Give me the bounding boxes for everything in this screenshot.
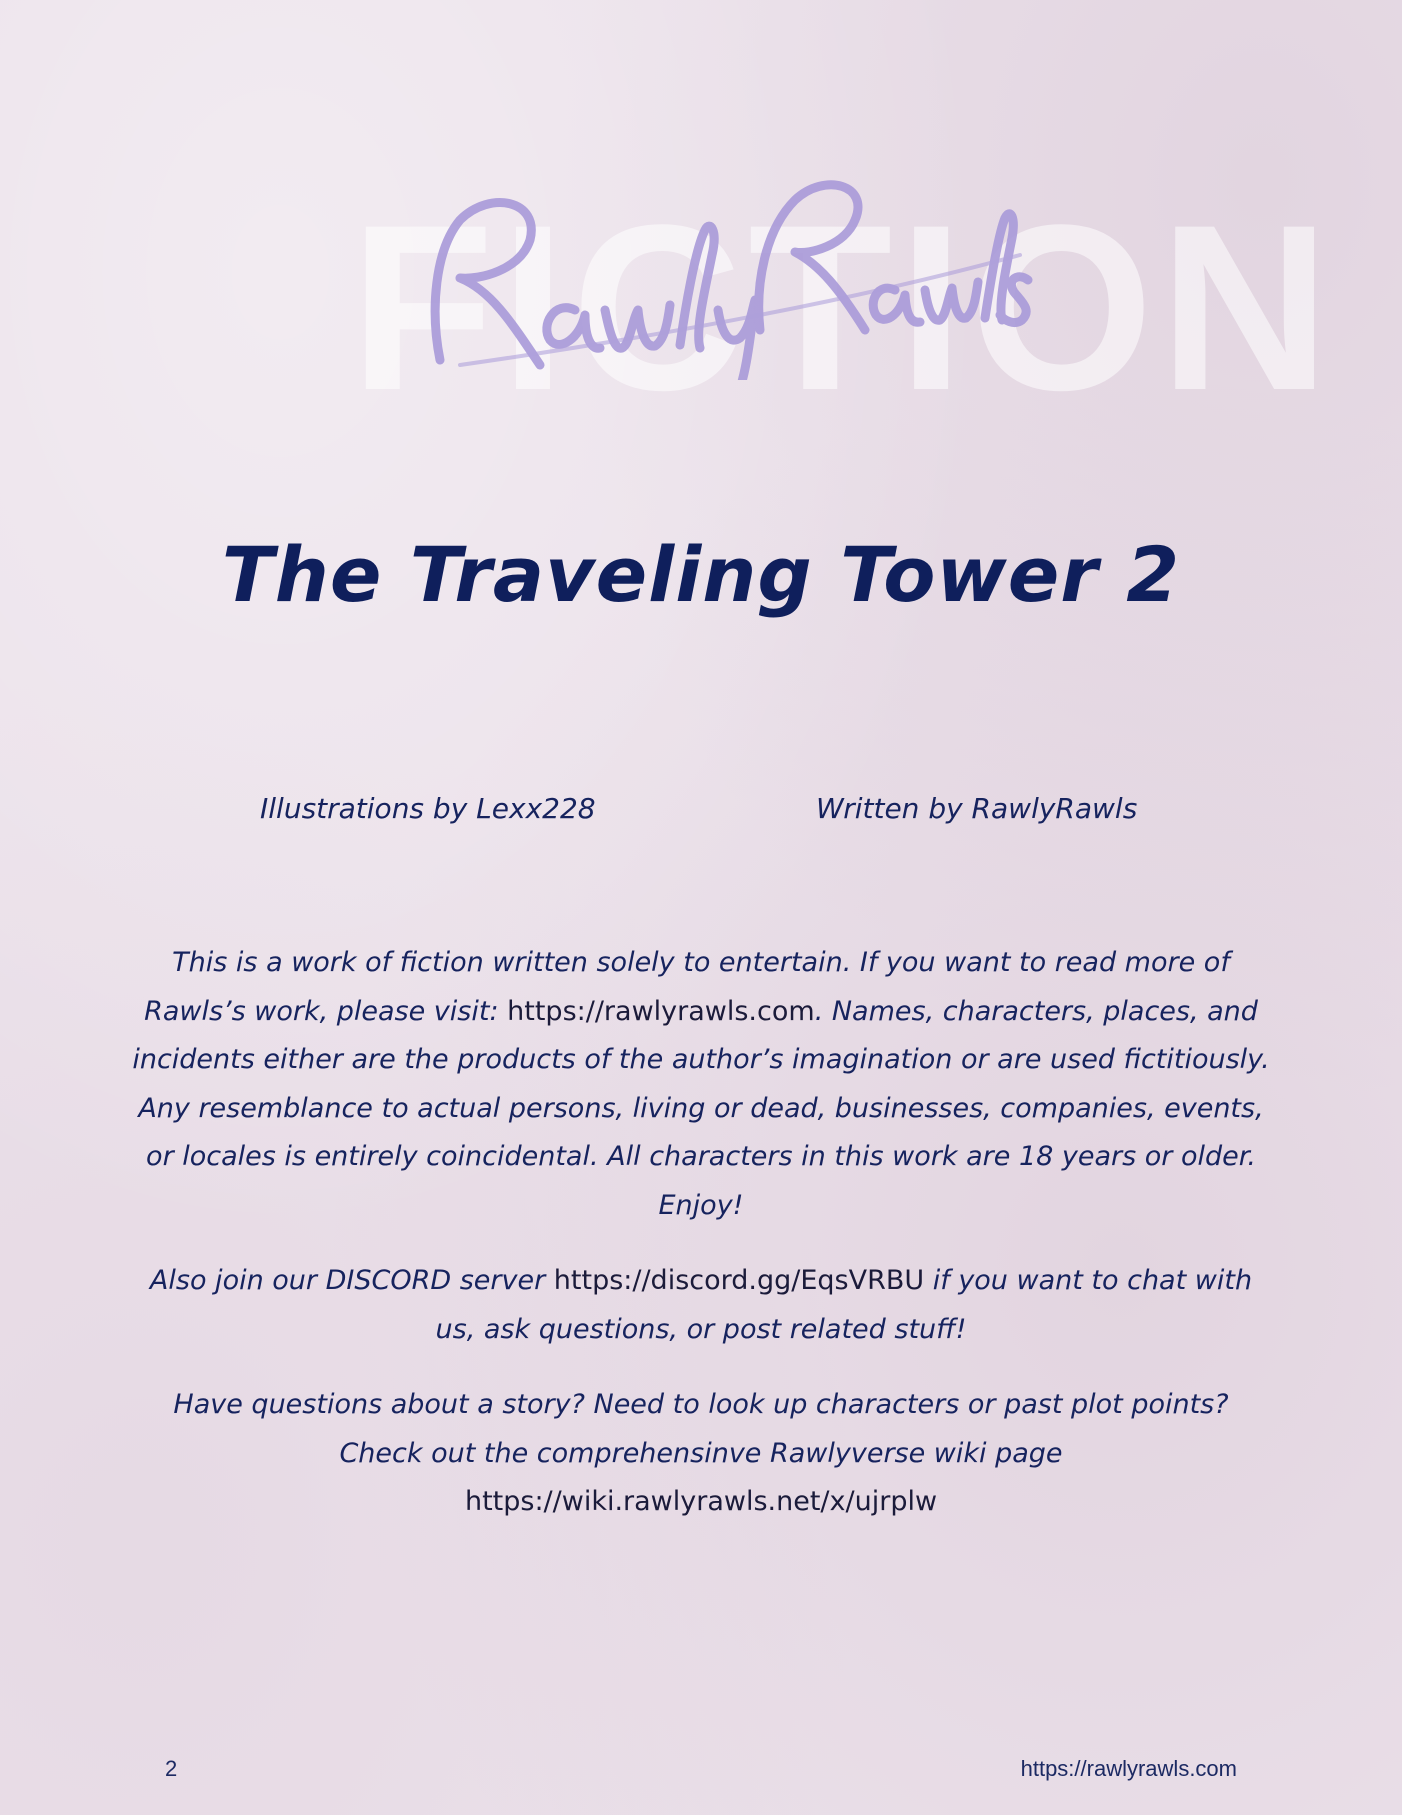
wiki-text: Have questions about a story? Need to look up characters or past plot points? Check out the comprehensinve Rawlyverse wiki page [173, 1389, 1229, 1469]
footer-website-link[interactable]: https://rawlyrawls.com [1020, 1756, 1237, 1781]
logo-background-word: FICTION [350, 176, 1336, 440]
wiki-paragraph [130, 1381, 1272, 1527]
disclaimer-text-start: This is a work of fiction written solely to entertain. If you want to read more of Rawls’s work, please visit: [144, 947, 1230, 1027]
author-credit: Written by RawlyRawls [816, 792, 1138, 825]
discord-text-start: Also join our DISCORD server [149, 1265, 554, 1296]
page-number: 2 [165, 1756, 178, 1781]
wiki-link[interactable]: https://wiki.rawlyrawls.net/x/ujrplw [464, 1486, 938, 1518]
discord-paragraph [130, 1257, 1272, 1354]
rawly-rawls-fiction-logo [340, 120, 1336, 440]
document-title: The Traveling Tower 2 [221, 530, 1181, 619]
website-link[interactable]: https://rawlyrawls.com [507, 995, 815, 1027]
disclaimer-paragraph [130, 939, 1272, 1231]
discord-text-end: if you want to chat with us, ask questions, or post related stuff! [435, 1265, 1253, 1345]
discord-link[interactable]: https://discord.gg/EqsVRBU [553, 1265, 925, 1296]
logo-script-signature [400, 160, 1040, 380]
illustrations-credit: Illustrations by Lexx228 [260, 792, 596, 825]
disclaimer-text-end: . Names, characters, places, and incidents either are the products of the author’s imagination or are used fictitiously. Any resemblance to actual persons, living or dead, businesses, companies, events, or locales is entirely coincidental. All characters in this work are 18 years or older. Enjoy! [132, 995, 1270, 1221]
